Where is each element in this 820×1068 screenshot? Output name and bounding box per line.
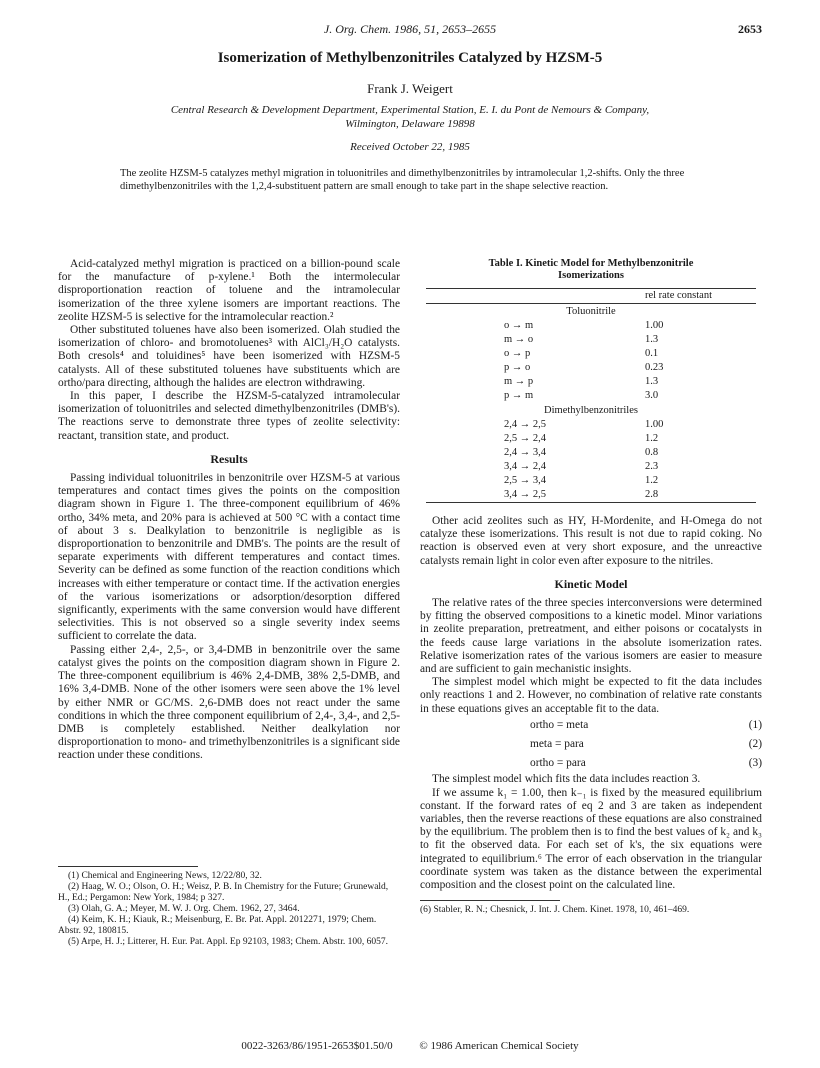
rate-cell: 1.2	[644, 433, 659, 444]
table-row	[426, 389, 756, 403]
journal-citation: J. Org. Chem. 1986, 51, 2653–2655	[323, 22, 497, 36]
running-header	[58, 22, 762, 40]
results-paragraph-1: Passing individual toluonitriles in benzonitrile over HZSM-5 at various temperatures and contact times gives the points on the composition diagram shown in Figure 1. The three-component equilibrium of 46% ortho, 34% meta, and 20% para is achieved at 500 °C with a contact time of about 3 s. Dealkylation to benzonitrile is negligible as is disproportionation to benzonitrile and DMB's. The points are the result of separate experiments with different temperatures and contact times. Severity can be defined as some function of the reaction conditions which increases with either temperature or contact time. If the activation energies of the various isomerizations or adsorption/desorption differed significantly, experiments with the same conversion would have different selectivities. This is not observed so a single severity index seems sufficient to correlate the data.	[58, 472, 400, 643]
zeolite-paragraph: Other acid zeolites such as HY, H-Mordenite, and H-Omega do not catalyze these isomerizations. This result is not due to rapid coking. No reaction is observed even at very short exposure, and the unreactive catalysts remain light in color even after exposure to the nitriles.	[420, 515, 762, 567]
results-heading: Results	[210, 451, 248, 466]
results-paragraph-2: Passing either 2,4-, 2,5-, or 3,4-DMB in benzonitrile over the same catalyst gives the points on the composition diagram shown in Figure 2. The three-component equilibrium is 46% 2,4-DMB, 38% 2,5-DMB, and 16% 3,4-DMB. None of the other isomers were seen above the 1% level by either NMR or GC/MS. 2,6-DMB does not react under the same conditions in which the three component equilibrium of 2,4-, 3,4-, and 2,5-DMB is completely established. Neither dealkylation nor disproportionation to mono- and trimethylbenzonitriles is a significant side reaction under these conditions.	[58, 643, 400, 762]
article-title: Isomerization of Methylbenzonitriles Catalyzed by HZSM-5	[217, 50, 603, 66]
table-row	[426, 319, 756, 333]
table-row	[426, 418, 756, 432]
footnote-6: (6) Stabler, R. N.; Chesnick, J. Int. J. Chem. Kinet. 1978, 10, 461–469.	[420, 905, 690, 916]
affiliation-line-1: Central Research & Development Department, Experimental Station, E. I. du Pont de Nemours & Company,	[170, 104, 650, 116]
equation-2	[420, 735, 762, 754]
equation-3	[420, 754, 762, 773]
table-caption-line-1: Table I. Kinetic Model for Methylbenzonitrile	[488, 258, 694, 269]
page-number: 2653	[738, 22, 762, 36]
table-group-row	[426, 304, 756, 320]
table-row	[426, 361, 756, 375]
rate-cell: 2.8	[591, 488, 756, 503]
table-caption	[420, 258, 762, 282]
reaction-cell: m → p	[504, 376, 534, 387]
table-header-blank	[426, 289, 591, 304]
table-column-header: rel rate constant	[591, 289, 756, 304]
article-code: 0022-3263/86/1951-2653$01.50/0	[241, 1040, 393, 1052]
kinetic-model-heading: Kinetic Model	[554, 576, 628, 591]
abstract: The zeolite HZSM-5 catalyzes methyl migration in toluonitriles and dimethylbenzonitriles by intramolecular 1,2-shifts. Only the three dimethylbenzonitriles with the 1,2,4-substituent pattern are small enough to take part in the shape selective reaction.	[120, 168, 685, 192]
group-dimethylbenzonitriles: Dimethylbenzonitriles	[544, 405, 638, 416]
table-caption-line-2: Isomerizations	[558, 270, 624, 281]
journal-page	[58, 22, 762, 947]
footnote-5: (5) Arpe, H. J.; Litterer, H. Eur. Pat. Appl. Ep 92103, 1983; Chem. Abstr. 100, 6057.	[68, 937, 388, 947]
equation-text: ortho = meta	[530, 718, 589, 731]
left-column	[58, 258, 400, 763]
reaction-cell: 3,4 → 2,5	[426, 488, 591, 503]
footnote-2: (2) Haag, W. O.; Olson, O. H.; Weisz, P. B. In Chemistry for the Future; Grunewald, H., Ed.; Pergamon: New York, 1984; p 327.	[58, 882, 389, 903]
footnote-3: (3) Olah, G. A.; Meyer, M. W. J. Org. Chem. 1962, 27, 3464.	[68, 904, 300, 914]
intro-paragraph-3: In this paper, I describe the HZSM-5-catalyzed intramolecular isomerization of toluonitriles and selected dimethylbenzonitriles (DMB's). The reactions serve to demonstrate three types of zeolite selectivity: reactant, transition state, and product.	[58, 390, 400, 442]
page-footer	[0, 1040, 820, 1052]
reaction-cell: o → m	[504, 320, 534, 331]
intro-paragraph-1: Acid-catalyzed methyl migration is practiced on a billion-pound scale for the manufacture of p-xylene.¹ Both the intermolecular disproportionation reaction of toluene and the intramolecular isomerization of the three xylene isomers are important reactions. The zeolite HZSM-5 is selective for the intramolecular reaction.²	[58, 258, 400, 323]
rate-cell: 0.8	[644, 447, 659, 458]
equation-number: (1)	[748, 718, 762, 731]
kinetic-paragraph-1: The relative rates of the three species interconversions were determined by fitting the observed compositions to a kinetic model. Minor variations in zeolite preparation, pretreatment, and either poisons or cocatalysts in the feeds cause large variations in the absolute isomerization rates. Relative isomerization rates of the various isomers are easier to measure and are sufficient to gain mechanistic insights.	[420, 597, 762, 676]
reaction-cell: m → o	[504, 334, 534, 345]
table-group-row	[426, 403, 756, 418]
reaction-cell: o → p	[504, 348, 531, 359]
affiliation-line-2: Wilmington, Delaware 19898	[345, 118, 475, 130]
left-footnotes	[58, 866, 400, 948]
rate-cell: 1.00	[644, 320, 664, 331]
intro-paragraph-2: Other substituted toluenes have also been isomerized. Olah studied the isomerization of chloro- and bromotoluenes³ with AlCl₃/H₂O catalysts. Both cresols⁴ and toluidines⁵ have been isomerized with HZSM-5 catalysts. All of these substituted toluenes have substituents which are ortho/para directing, although the halides are electron withdrawing.	[58, 324, 400, 389]
kinetic-model-table	[426, 288, 756, 503]
reaction-cell: p → o	[504, 362, 531, 373]
footnote-1: (1) Chemical and Engineering News, 12/22/80, 32.	[68, 871, 262, 881]
received-date: Received October 22, 1985	[350, 141, 470, 153]
rate-cell: 0.1	[644, 348, 659, 359]
kinetic-paragraph-3: The simplest model which fits the data includes reaction 3.	[432, 773, 701, 786]
equation-text: ortho = para	[530, 757, 586, 770]
equation-text: meta = para	[530, 738, 584, 751]
table-row	[426, 488, 756, 503]
rate-cell: 1.00	[644, 419, 664, 430]
rate-cell: 1.3	[644, 376, 659, 387]
reaction-cell: 3,4 → 2,4	[504, 461, 546, 472]
affiliation	[58, 103, 762, 131]
rate-cell: 1.3	[644, 334, 659, 345]
table-row	[426, 333, 756, 347]
footnote-4: (4) Keim, K. H.; Kiauk, R.; Meisenburg, E. Br. Pat. Appl. 2012271, 1979; Chem. Abstr. 92, 180815.	[58, 915, 377, 936]
group-toluonitrile: Toluonitrile	[566, 306, 616, 317]
rate-cell: 2.3	[644, 461, 659, 472]
reaction-cell: 2,5 → 2,4	[504, 433, 546, 444]
reaction-cell: 2,4 → 2,5	[504, 419, 546, 430]
kinetic-paragraph-2: The simplest model which might be expected to fit the data includes only reactions 1 and 2. However, no combination of relative rate constants in these equations gives an acceptable fit to the data.	[420, 676, 762, 715]
equation-number: (2)	[748, 738, 762, 751]
rate-cell: 0.23	[644, 362, 664, 373]
right-footnotes	[420, 900, 762, 916]
rate-cell: 3.0	[644, 390, 659, 401]
kinetic-paragraph-4: If we assume k₁ = 1.00, then k₋₁ is fixed by the measured equilibrium constant. If the forward rates of eq 2 and 3 are taken as independent variables, then the reverse reactions of these equations are also constrained by the equilibrium. The problem then is to find the best values of k₂ and k₃ to fit the observed data. For each set of k's, the six equations were integrated to equilibrium.⁶ The error of each observation in the triangular coordinate system was taken as the distance between the experimental composition and the closest point on the calculated line.	[420, 786, 762, 892]
equation-number: (3)	[748, 757, 762, 770]
table-row	[426, 446, 756, 460]
author-name: Frank J. Weigert	[367, 81, 453, 96]
table-row	[426, 375, 756, 389]
right-column	[420, 258, 762, 916]
copyright: © 1986 American Chemical Society	[419, 1040, 579, 1052]
table-row	[426, 460, 756, 474]
table-row	[426, 474, 756, 488]
table-header-row	[426, 289, 756, 304]
kinetic-table-block	[420, 258, 762, 503]
equation-1	[420, 716, 762, 735]
footnote-rule	[58, 866, 198, 867]
rate-cell: 1.2	[644, 475, 659, 486]
footnote-rule	[420, 900, 560, 901]
reaction-cell: 2,5 → 3,4	[504, 475, 546, 486]
reaction-cell: 2,4 → 3,4	[504, 447, 546, 458]
table-row	[426, 432, 756, 446]
reaction-cell: p → m	[504, 390, 534, 401]
table-row	[426, 347, 756, 361]
